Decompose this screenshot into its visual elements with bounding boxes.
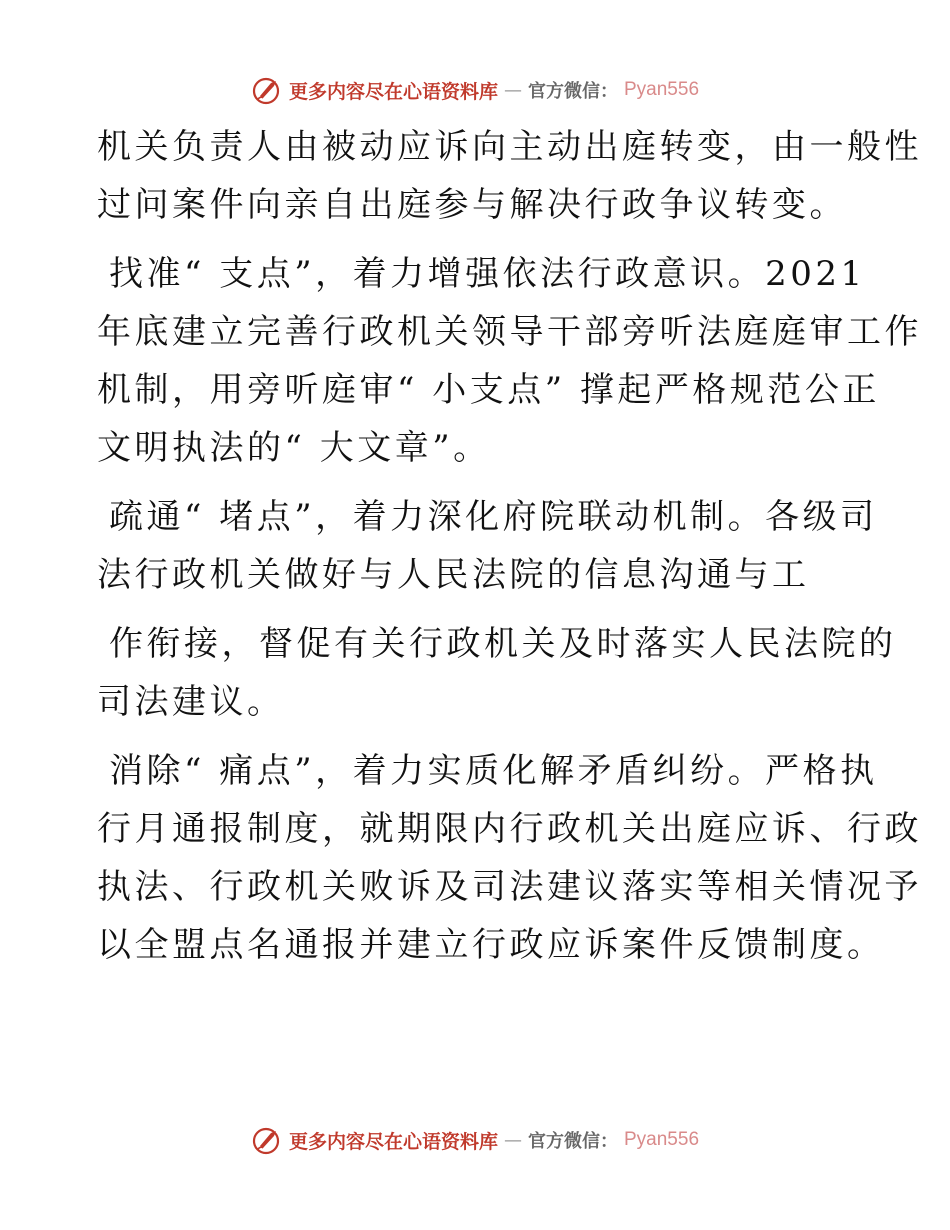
text-line: 消除“ 痛点”，着力实质化解矛盾纠纷。严格执	[109, 751, 878, 791]
watermark-contact-label: 官方微信：	[528, 1131, 618, 1152]
paragraph	[97, 615, 897, 731]
text-line: 机制，用旁听庭审“ 小支点” 撑起严格规范公正	[97, 370, 880, 410]
document-body	[97, 118, 922, 974]
text-line: 找准“ 支点”，着力增强依法行政意识。2021	[109, 254, 866, 294]
watermark-dash: —	[504, 1129, 522, 1151]
text-line: 司法建议。	[97, 682, 285, 722]
watermark-footer	[0, 1120, 950, 1160]
text-line: 机关负责人由被动应诉向主动出庭转变，由一般性	[97, 127, 922, 167]
paragraph	[97, 245, 922, 477]
text-line: 行月通报制度，就期限内行政机关出庭应诉、行政	[97, 809, 922, 849]
watermark-title: 更多内容尽在心语资料库	[288, 1130, 498, 1153]
text-line: 作衔接，督促有关行政机关及时落实人民法院的	[109, 624, 897, 664]
watermark-header	[0, 70, 950, 110]
watermark-contact-id: Pyan556	[624, 79, 700, 100]
brush-pen-logo-icon	[251, 74, 283, 106]
paragraph	[97, 742, 922, 974]
text-line: 疏通“ 堵点”，着力深化府院联动机制。各级司	[109, 497, 878, 537]
text-line: 执法、行政机关败诉及司法建议落实等相关情况予	[97, 867, 922, 907]
watermark-dash: —	[504, 79, 522, 101]
watermark-contact-id: Pyan556	[624, 1129, 700, 1150]
paragraph	[97, 488, 878, 604]
text-line: 法行政机关做好与人民法院的信息沟通与工	[97, 555, 810, 595]
watermark-contact-label: 官方微信：	[528, 81, 618, 102]
paragraph	[97, 118, 922, 234]
text-line: 年底建立完善行政机关领导干部旁听法庭庭审工作	[97, 312, 922, 352]
text-line: 以全盟点名通报并建立行政应诉案件反馈制度。	[97, 925, 885, 965]
watermark-title: 更多内容尽在心语资料库	[288, 80, 498, 103]
text-line: 文明执法的“ 大文章”。	[97, 428, 491, 468]
brush-pen-logo-icon	[251, 1124, 283, 1156]
text-line: 过问案件向亲自出庭参与解决行政争议转变。	[97, 185, 847, 225]
